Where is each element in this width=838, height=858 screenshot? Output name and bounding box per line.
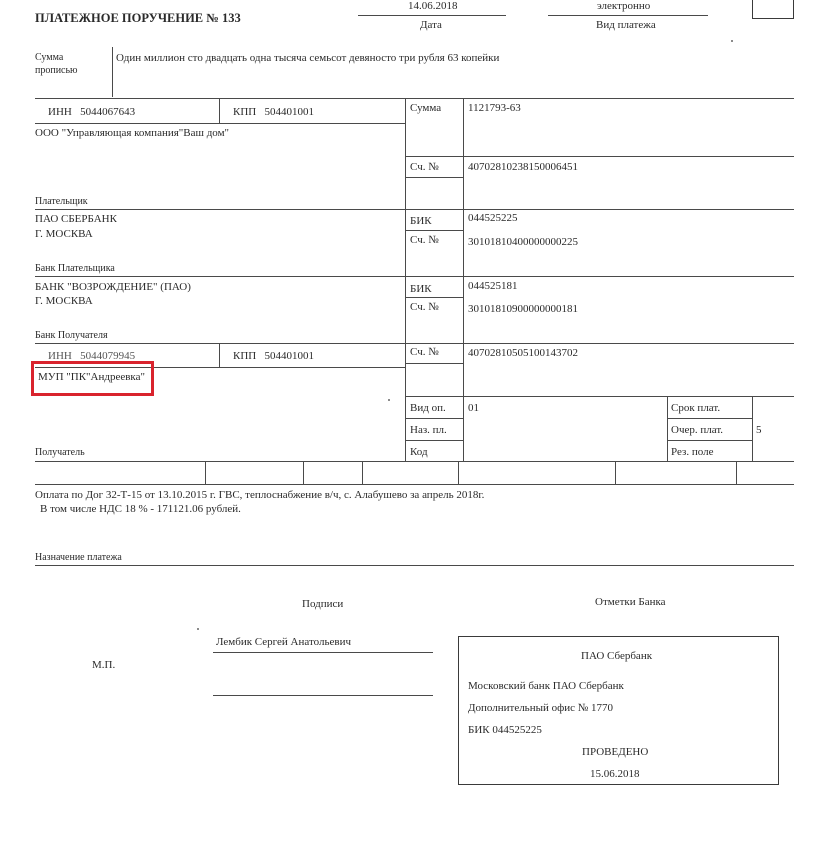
bank-stamp-line-4: БИК 044525225 (468, 724, 542, 736)
document-title: ПЛАТЕЖНОЕ ПОРУЧЕНИЕ № 133 (35, 11, 241, 25)
op-srok-line (667, 418, 752, 419)
payer-inn-kpp-divider (219, 99, 220, 123)
purpose-label: Назначение платежа (35, 552, 122, 563)
recipient-acc-label: Сч. № (410, 346, 439, 358)
scan-dot-3 (197, 628, 199, 630)
tax-row-top-line (35, 461, 794, 462)
recipient-bank-name-1: БАНК "ВОЗРОЖДЕНИЕ" (ПАО) (35, 281, 191, 293)
purpose-line-2: В том числе НДС 18 % - 171121.06 рублей. (40, 503, 241, 515)
payer-inn-bottom-line (35, 123, 405, 124)
recipient-kpp-value: 504401001 (264, 350, 314, 362)
payer-bank-name-2: Г. МОСКВА (35, 228, 93, 240)
payment-type-label: Вид платежа (596, 19, 656, 31)
bank-stamp-line-6: 15.06.2018 (590, 768, 640, 780)
payer-account-value: 40702810238150006451 (468, 161, 578, 173)
op-vid-line (405, 418, 463, 419)
bank-stamp-line-1: ПАО Сбербанк (581, 650, 653, 662)
date-value: 14.06.2018 (408, 0, 458, 12)
recipient-inn-label: ИНН (48, 350, 72, 362)
payer-bank-acc-label: Сч. № (410, 234, 439, 246)
recipient-bank-bik-line (405, 297, 463, 298)
payer-bank-name-1: ПАО СБЕРБАНК (35, 213, 117, 225)
payer-bank-bottom-line (35, 276, 794, 277)
recipient-bank-name-2: Г. МОСКВА (35, 295, 93, 307)
recipient-inn-value: 5044079945 (80, 350, 136, 362)
sum-words-value: Один миллион сто двадцать одна тысяча семьсот девяносто три рубля 63 копейки (116, 52, 500, 64)
payer-name: ООО "Управляющая компания"Ваш дом" (35, 127, 230, 139)
amount-label: Сумма (410, 102, 442, 114)
recipient-name-highlight (31, 361, 154, 396)
form-code-box (752, 0, 794, 19)
op-ocher-label: Очер. плат. (671, 424, 724, 436)
op-naz-label: Наз. пл. (410, 424, 447, 436)
payment-type-value: электронно (597, 0, 651, 12)
payer-bank-label: Банк Плательщика (35, 263, 115, 274)
recipient-bank-acc-label: Сч. № (410, 301, 439, 313)
op-top-line (405, 396, 794, 397)
tax-cell-divider-1 (205, 461, 206, 484)
date-underline (358, 15, 506, 16)
payment-type-underline (548, 15, 708, 16)
recipient-inn-kpp-divider (219, 343, 220, 367)
bank-stamp-line-5: ПРОВЕДЕНО (582, 746, 649, 758)
recipient-label: Получатель (35, 447, 85, 458)
payer-bank-bik-value: 044525225 (468, 212, 518, 224)
sum-words-divider (112, 47, 113, 97)
scan-dot-2 (388, 399, 390, 401)
signer-name: Лембик Сергей Анатольевич (216, 636, 351, 648)
signature-line-1 (213, 652, 433, 653)
recipient-acc-value: 40702810505100143702 (468, 347, 578, 359)
payer-account-label-line (405, 177, 463, 178)
stamp-place-label: М.П. (92, 659, 116, 671)
payer-bank-acc-value: 30101810400000000225 (468, 236, 578, 248)
sum-words-bottom-line (35, 98, 794, 99)
payer-inn-label: ИНН (48, 106, 72, 118)
recipient-bank-bik-value: 044525181 (468, 280, 518, 292)
payer-inn-value: 5044067643 (80, 106, 136, 118)
recipient-bank-bik-label: БИК (410, 283, 432, 295)
central-divider (405, 99, 406, 461)
recipient-acc-label-line (405, 363, 463, 364)
purpose-line-1: Оплата по Дог 32-Т-15 от 13.10.2015 г. ГВС, теплоснабжение в/ч, с. Алабушево за апрель 2018г. (35, 489, 485, 501)
payer-account-label: Сч. № (410, 161, 439, 173)
payer-kpp-label: КПП (233, 106, 257, 118)
bank-marks-label: Отметки Банка (595, 596, 666, 608)
labels-divider (463, 99, 464, 461)
tax-cell-divider-3 (362, 461, 363, 484)
tax-cell-divider-2 (303, 461, 304, 484)
payer-bank-bik-label: БИК (410, 215, 432, 227)
signatures-label: Подписи (302, 598, 344, 610)
op-ocher-line (667, 440, 752, 441)
recipient-bank-acc-value: 30101810900000000181 (468, 303, 578, 315)
tax-cell-divider-5 (615, 461, 616, 484)
purpose-bottom-line (35, 565, 794, 566)
tax-cell-divider-4 (458, 461, 459, 484)
op-rez-label: Рез. поле (671, 446, 714, 458)
op-right-divider-1 (667, 396, 668, 461)
tax-cell-divider-6 (736, 461, 737, 484)
bank-stamp-line-2: Московский банк ПАО Сбербанк (468, 680, 624, 692)
payer-kpp-value: 504401001 (264, 106, 314, 118)
recipient-name: МУП "ПК"Андреевка" (38, 371, 145, 383)
op-right-divider-2 (752, 396, 753, 461)
amount-bottom-line (405, 156, 794, 157)
op-naz-line (405, 440, 463, 441)
op-kod-label: Код (410, 446, 428, 458)
op-vid-label: Вид оп. (410, 402, 446, 414)
payer-bank-bik-line (405, 230, 463, 231)
scan-dot (731, 40, 733, 42)
payer-label: Плательщик (35, 196, 88, 207)
signature-line-2 (213, 695, 433, 696)
op-vid-value: 01 (468, 402, 479, 414)
op-srok-label: Срок плат. (671, 402, 721, 414)
bank-stamp-line-3: Дополнительный офис № 1770 (468, 702, 614, 714)
amount-value: 1121793-63 (468, 102, 521, 114)
date-label: Дата (420, 19, 442, 31)
tax-row-bottom-line (35, 484, 794, 485)
payer-bottom-line (35, 209, 794, 210)
op-ocher-value: 5 (756, 424, 762, 436)
sum-words-label-2: прописью (35, 65, 78, 76)
recipient-bank-bottom-line (35, 343, 794, 344)
recipient-bank-label: Банк Получателя (35, 330, 108, 341)
recipient-kpp-label: КПП (233, 350, 257, 362)
sum-words-label-1: Сумма (35, 52, 64, 63)
